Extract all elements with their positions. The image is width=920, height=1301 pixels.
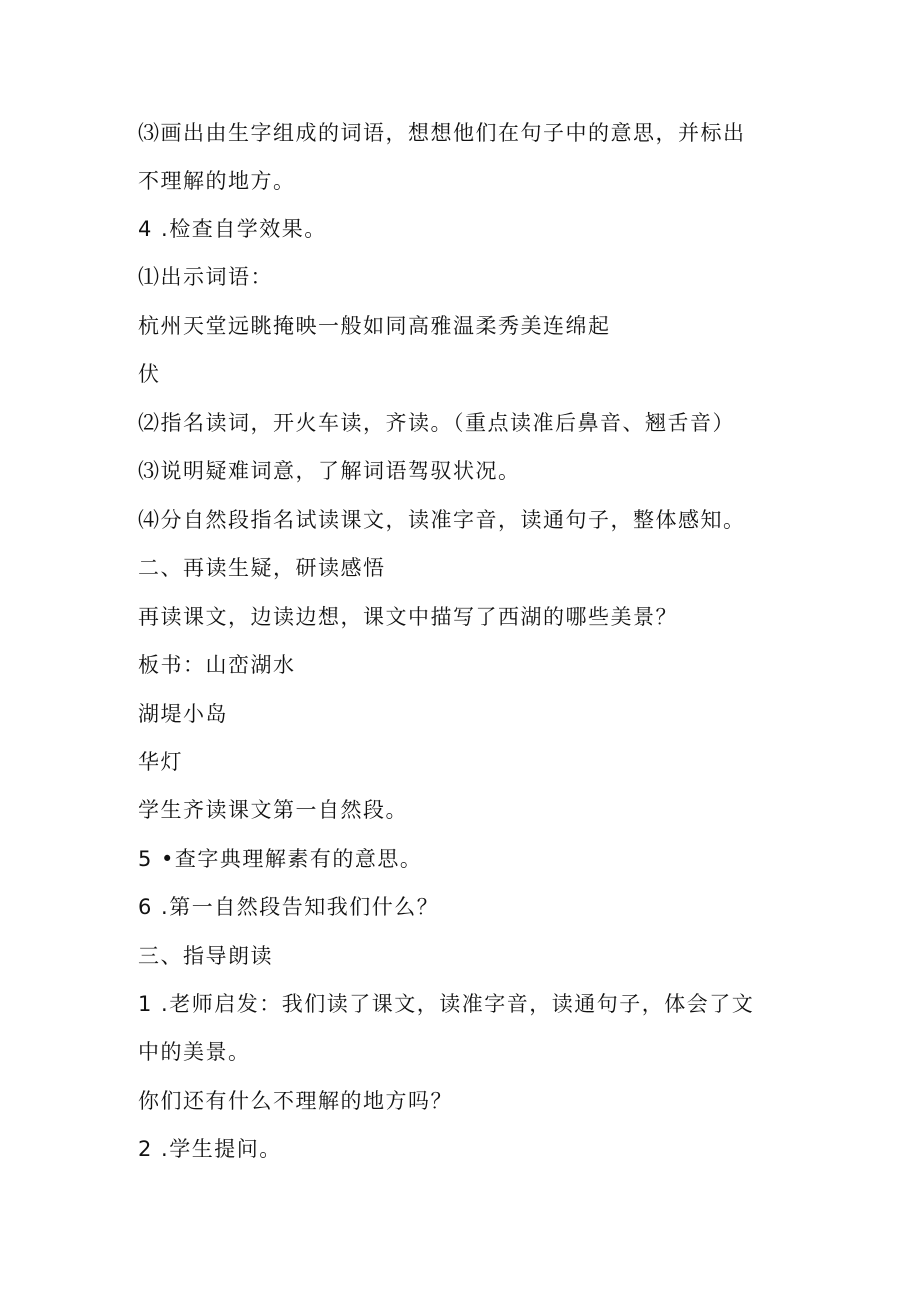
section-heading-3: 三、指导朗读 [138,944,273,968]
text-line-paragraph-reading: ⑷分自然段指名试读课文，读准字音，读通句子，整体感知。 [138,508,746,532]
text-line-explain-words: ⑶说明疑难词意，了解词语驾驭状况。 [138,459,521,483]
text-line-step-6: 6 .第一自然段告知我们什么？ [138,895,440,919]
text-line-board-item-2: 湖堤小岛 [138,702,228,726]
text-line-step-5: 5 •查字典理解素有的意思。 [138,847,423,871]
text-line-question: 你们还有什么不理解的地方吗？ [138,1089,453,1113]
text-line-instruction-3-cont: 不理解的地方。 [138,169,296,193]
text-line-teacher-prompt: 1 .老师启发：我们读了课文，读准字音，读通句子，体会了文 [138,992,755,1016]
text-line-word-list-cont: 伏 [138,362,161,386]
text-line-read-words: ⑵指名读词，开火车读，齐读。（重点读准后鼻音、翘舌音） [138,411,735,435]
text-line-show-words: ⑴出示词语： [138,265,273,289]
text-line-step-4: 4 .检查自学效果。 [138,217,327,241]
text-line-read-paragraph-1: 学生齐读课文第一自然段。 [138,798,408,822]
text-line-teacher-prompt-cont: 中的美景。 [138,1040,251,1064]
text-line-board-item-3: 华灯 [138,750,183,774]
text-line-instruction-3: ⑶画出由生字组成的词语，想想他们在句子中的意思，并标出 [138,121,746,145]
text-line-reread: 再读课文，边读边想，课文中描写了西湖的哪些美景？ [138,605,678,629]
text-line-word-list: 杭州天堂远眺掩映一般如同高雅温柔秀美连绵起 [138,314,611,338]
text-line-students-ask: 2 .学生提问。 [138,1137,282,1161]
section-heading-2: 二、再读生疑，研读感悟 [138,556,386,580]
text-line-board-writing: 板书：山峦湖水 [138,653,296,677]
